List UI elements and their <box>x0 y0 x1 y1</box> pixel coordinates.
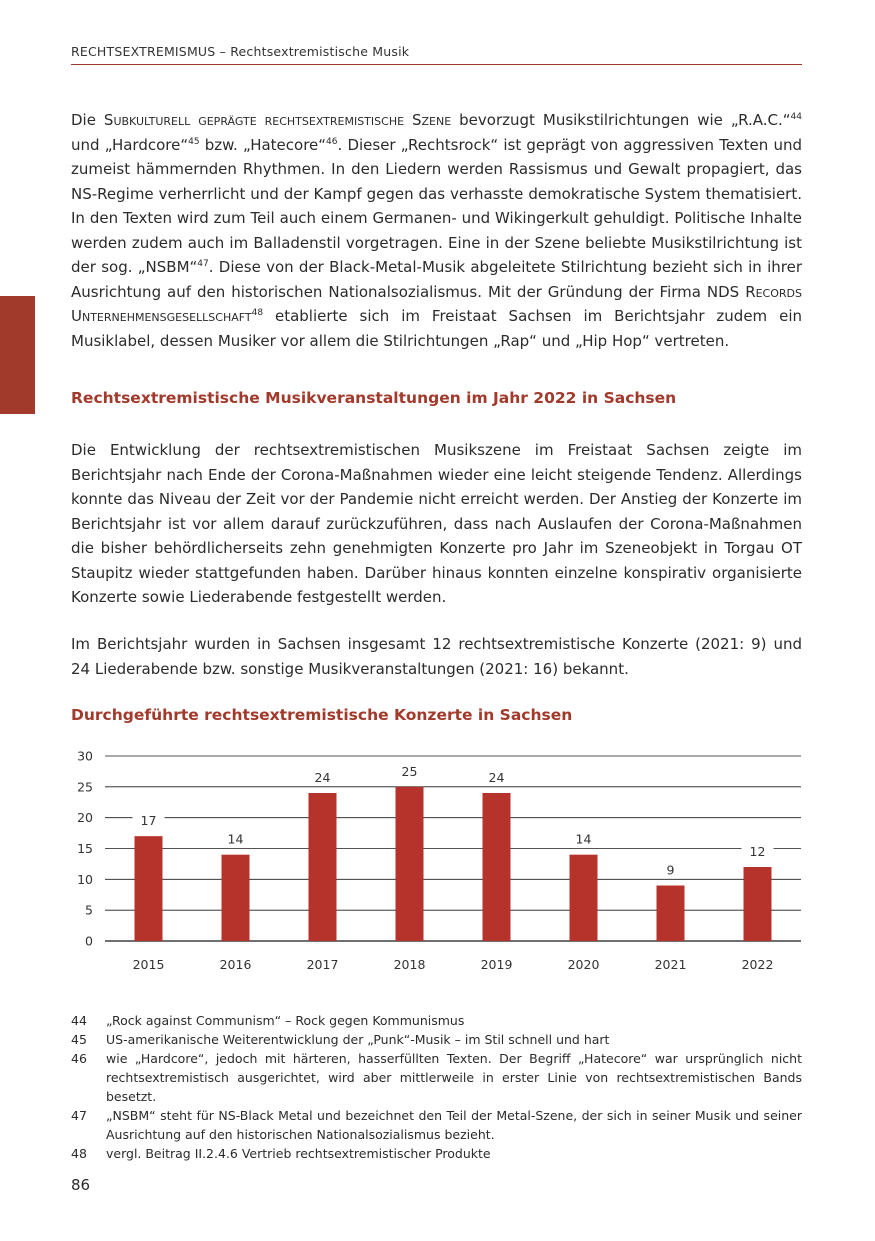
data-label-2020: 14 <box>575 831 592 847</box>
footnote-ref-48[interactable]: 48 <box>251 308 264 318</box>
small-caps-term: Subkulturell geprägte rechtsextremistische Szene <box>103 111 452 129</box>
x-tick-label-2018: 2018 <box>393 957 426 972</box>
x-tick-label-2019: 2019 <box>480 957 513 972</box>
y-tick-label-10: 10 <box>77 871 93 887</box>
x-tick-label-2021: 2021 <box>654 957 687 972</box>
paragraph-1: Die Subkulturell geprägte rechtsextremistische Szene bevorzugt Musikstilrichtungen wie „R.A.C.“$^{44}$ und „Hardcore“$^{45}$ bzw. „Hatecore“$^{46}$. Dieser „Rechtsrock“ ist geprägt von aggressiven Texten und zumeist hämmernden Rhythmen. In den Liedern werden Rassismus und Gewalt propagiert, das NS-Regime verherrlicht und der Kampf gegen das verhasste demokratische System thematisiert. In den Texten wird zum Teil auch einem Germanen- und Wikingerkult gehuldigt. Politische Inhalte werden zudem auch im Balladenstil vorgetragen. Eine in der Szene beliebte Musikstilrichtung ist der sog. „NSBM“$^{47}$. Diese von der Black-Metal-Musik abgeleitete Stilrichtung bezieht sich in ihrer Ausrichtung auf den historischen Nationalsozialismus. Mit der Gründung der Firma NDS Records Unternehmensgesellschaft$^{48}$ etablierte sich im Freistaat Sachsen im Berichtsjahr zudem ein Musiklabel, dessen Musiker vor allem die Stilrichtungen „Rap“ und „Hip Hop“ vertreten. <box>71 111 802 350</box>
footnote-44: 44 „Rock against Communism“ – Rock gegen Kommunismus <box>71 1013 465 1028</box>
x-tick-label-2016: 2016 <box>219 957 252 972</box>
footnote-48: 48 vergl. Beitrag II.2.4.6 Vertrieb rechtsextremistischer Produkte <box>71 1146 491 1161</box>
x-tick-label-2022: 2022 <box>741 957 774 972</box>
data-label-2015: 17 <box>140 813 157 829</box>
footnotes <box>71 1011 802 1163</box>
chapter-side-tab <box>0 296 35 414</box>
data-label-2022: 12 <box>749 844 766 859</box>
header-rule <box>71 64 802 65</box>
chart-heading: Durchgeführte rechtsextremistische Konzerte in Sachsen <box>71 706 573 724</box>
bar-2019 <box>483 793 511 941</box>
bar-chart <box>71 744 806 984</box>
footnote-ref-44[interactable]: 44 <box>790 112 802 122</box>
x-tick-label-2017: 2017 <box>306 957 339 972</box>
bar-2020 <box>570 855 598 941</box>
data-label-2021: 9 <box>666 862 675 878</box>
page-number: 86 <box>71 1176 91 1194</box>
data-label-2016: 14 <box>227 831 244 847</box>
bar-2018 <box>396 787 424 941</box>
data-label-2019: 24 <box>488 770 505 785</box>
x-tick-label-2015: 2015 <box>132 957 165 972</box>
y-tick-label-20: 20 <box>77 810 93 826</box>
y-tick-label-15: 15 <box>77 841 93 856</box>
bar-2015 <box>135 836 163 941</box>
small-caps-company: Records Unternehmensgesellschaft <box>71 282 802 325</box>
y-tick-label-30: 30 <box>77 748 93 764</box>
section-heading: Rechtsextremistische Musikveranstaltungen im Jahr 2022 in Sachsen <box>71 389 677 407</box>
footnote-ref-47[interactable]: 47 <box>197 259 209 269</box>
x-tick-label-2020: 2020 <box>567 957 600 972</box>
bar-2016 <box>222 855 250 941</box>
y-tick-label-5: 5 <box>85 902 93 918</box>
y-tick-label-0: 0 <box>85 933 93 949</box>
bar-2022 <box>744 867 772 941</box>
bar-2017 <box>309 793 337 941</box>
footnote-46: 46 wie „Hardcore“, jedoch mit härteren, hasserfüllten Texten. Der Begriff „Hatecore“ war ursprünglich nicht rechtsextremistisch ausgerichtet, wird aber mittlerweile in erster Linie von rechtsextremistischen Bands besetzt. <box>71 1051 802 1104</box>
data-label-2018: 25 <box>401 763 418 779</box>
running-header: RECHTSEXTREMISMUS – Rechtsextremistische Musik <box>71 44 410 59</box>
bar-2021 <box>657 886 685 942</box>
paragraph-2: Die Entwicklung der rechtsextremistischen Musikszene im Freistaat Sachsen zeigte im Berichtsjahr nach Ende der Corona-Maßnahmen wieder eine leicht steigende Tendenz. Allerdings konnte das Niveau der Zeit vor der Pandemie nicht erreicht werden. Der Anstieg der Konzerte im Berichtsjahr ist vor allem darauf zurückzuführen, dass nach Auslaufen der Corona-Maßnahmen die bisher behördlicherseits zehn genehmigten Konzerte pro Jahr im Szeneobjekt in Torgau OT Staupitz wieder stattgefunden haben. Darüber hinaus konnten einzelne konspirativ organisierte Konzerte sowie Liederabende festgestellt werden. <box>71 441 802 606</box>
paragraph-3: Im Berichtsjahr wurden in Sachsen insgesamt 12 rechtsextremistische Konzerte (2021: 9) und 24 Liederabende bzw. sonstige Musikveranstaltungen (2021: 16) bekannt. <box>71 635 802 678</box>
footnote-ref-45[interactable]: 45 <box>188 136 200 147</box>
y-tick-label-25: 25 <box>77 779 93 795</box>
data-label-2017: 24 <box>314 770 331 785</box>
footnote-ref-46[interactable]: 46 <box>326 136 338 147</box>
footnote-45: 45 US-amerikanische Weiterentwicklung der „Punk“-Musik – im Stil schnell und hart <box>71 1032 610 1047</box>
footnote-47: 47 „NSBM“ steht für NS-Black Metal und bezeichnet den Teil der Metal-Szene, der sich in seiner Musik und seiner Ausrichtung auf den historischen Nationalsozialismus bezieht. <box>71 1108 802 1142</box>
